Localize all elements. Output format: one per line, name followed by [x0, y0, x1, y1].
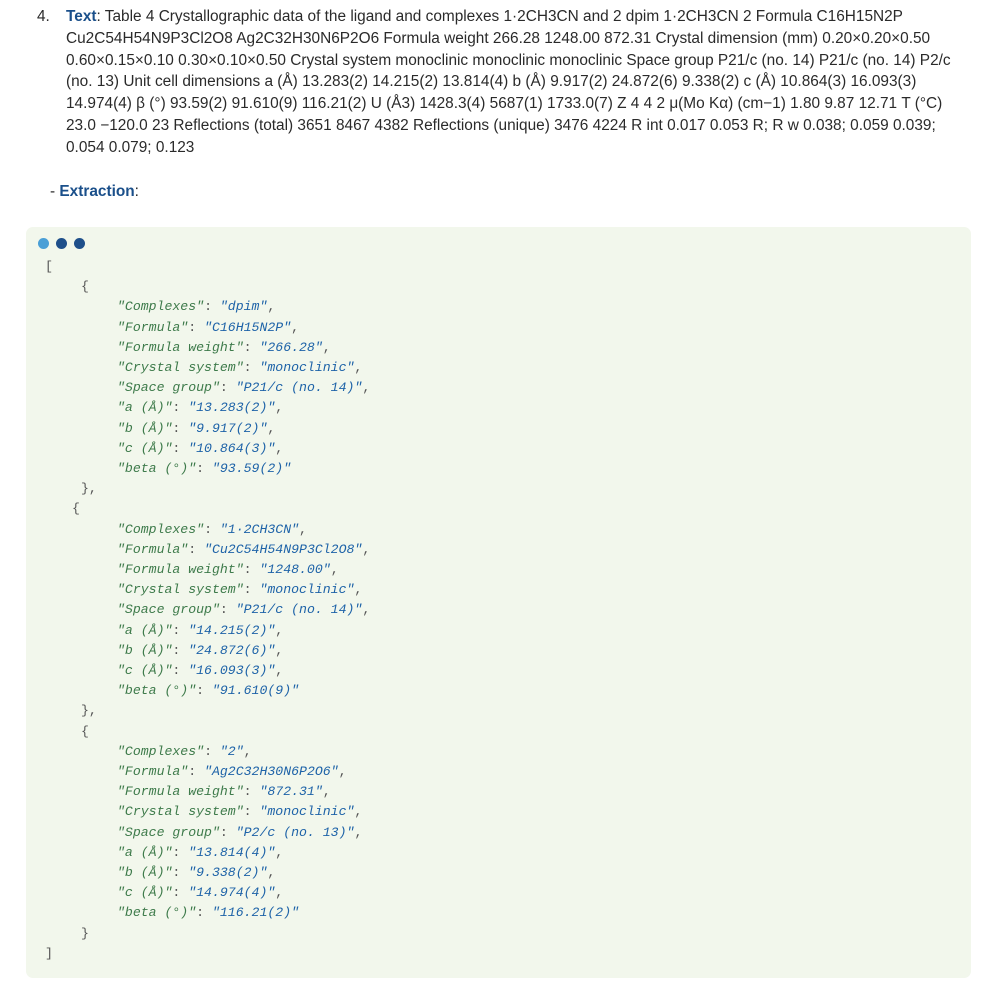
json-value: "1248.00"	[259, 562, 331, 577]
colon: :	[243, 784, 260, 800]
comma: ,	[243, 743, 252, 759]
json-key: "b (Å)"	[117, 420, 173, 436]
json-value: "872.31"	[259, 784, 323, 800]
comma: ,	[362, 541, 371, 557]
json-value: "93.59(2)"	[211, 461, 292, 476]
colon: :	[172, 420, 189, 436]
text-content: : Table 4 Crystallographic data of the ligand and complexes 1·2CH3CN and 2 dpim 1·2CH3CN 2 Formula C16H15N2P Cu2C54H54N9P3Cl2O8 Ag2C32H30N6P2O6 Formula weight 266.28 1248.00 872.31 Crystal dimension (mm) 0.20×0.20×0.50 0.60×0.15×0.10 0.30×0.10×0.50 Crystal system monoclinic monoclinic monoclinic Space group P21/c (no. 14) P21/c (no. 14) P2/c (no. 13) Unit cell dimensions a (Å) 13.283(2) 14.215(2) 13.814(4) b (Å) 9.917(2) 24.872(6) 9.338(2) c (Å) 10.864(3) 16.093(3) 14.974(4) β (°) 93.59(2) 91.610(9) 116.21(2) U (Å3) 1428.3(4) 5687(1) 1733.0(7) Z 4 4 2 μ(Mo Kα) (cm−1) 1.80 9.87 12.71 T (°C) 23.0 −120.0 23 Reflections (total) 3651 8467 4382 Reflections (unique) 3476 4224 R int 0.017 0.053 R; R w 0.038; 0.059 0.039; 0.054 0.079; 0.123	[66, 8, 951, 156]
record-open	[81, 277, 89, 297]
colon: :	[196, 461, 212, 476]
json-value: "24.872(6)"	[188, 642, 276, 658]
json-field	[117, 641, 283, 661]
record-open	[81, 722, 89, 742]
json-key: "Formula"	[117, 764, 189, 779]
comma: ,	[322, 339, 331, 355]
extraction-label: Extraction	[59, 183, 135, 200]
json-key: "a (Å)"	[117, 844, 173, 860]
json-key: "Formula weight"	[117, 784, 244, 800]
json-value: "14.215(2)"	[188, 622, 276, 638]
colon: :	[204, 521, 220, 537]
comma: ,	[267, 299, 276, 315]
json-value: "9.917(2)"	[188, 420, 268, 436]
colon: :	[172, 642, 189, 658]
json-value: "9.338(2)"	[188, 865, 268, 880]
json-field	[117, 580, 362, 600]
list-number: 4.	[37, 8, 50, 25]
colon: :	[243, 562, 260, 577]
colon: :	[243, 804, 260, 820]
json-key: "Formula"	[117, 319, 189, 335]
brace: {	[81, 279, 89, 295]
brace: },	[81, 703, 97, 719]
record-open	[72, 499, 80, 519]
json-value: "14.974(4)"	[188, 885, 276, 901]
json-key: "Space group"	[117, 380, 220, 396]
json-open-bracket	[45, 257, 53, 277]
colon: :	[204, 743, 220, 759]
json-value: "P2/c (no. 13)"	[235, 824, 355, 840]
json-key: "beta (°)"	[117, 905, 197, 921]
colon: :	[172, 400, 189, 416]
json-field	[117, 439, 283, 459]
window-dots	[38, 238, 85, 249]
json-field	[117, 661, 283, 681]
colon: :	[172, 622, 189, 638]
comma: ,	[275, 440, 284, 456]
json-field	[117, 863, 275, 883]
comma: ,	[338, 764, 347, 779]
comma: ,	[275, 400, 284, 416]
record-close	[81, 479, 97, 499]
comma: ,	[362, 380, 371, 396]
json-field	[117, 883, 283, 903]
comma: ,	[275, 844, 284, 860]
dot-icon	[56, 238, 67, 249]
json-field	[117, 621, 283, 641]
comma: ,	[354, 824, 363, 840]
colon: :	[188, 319, 205, 335]
json-value: "monoclinic"	[259, 360, 355, 375]
json-field	[117, 762, 347, 782]
colon: :	[219, 380, 236, 396]
brace: },	[81, 481, 97, 497]
bracket: ]	[45, 945, 53, 961]
colon: :	[243, 339, 260, 355]
json-field	[117, 358, 362, 378]
json-value: "P21/c (no. 14)"	[235, 380, 363, 396]
json-field	[117, 742, 252, 762]
text-label: Text	[66, 8, 97, 25]
json-field	[117, 681, 299, 701]
json-field	[117, 903, 299, 923]
json-value: "13.814(4)"	[188, 844, 276, 860]
json-value: "monoclinic"	[259, 804, 355, 820]
colon: :	[172, 663, 189, 678]
json-key: "c (Å)"	[117, 885, 173, 901]
comma: ,	[275, 642, 284, 658]
json-key: "beta (°)"	[117, 683, 197, 699]
json-key: "Complexes"	[117, 521, 205, 537]
bracket: [	[45, 259, 53, 274]
json-key: "Formula weight"	[117, 562, 244, 577]
json-field	[117, 540, 370, 560]
json-field	[117, 338, 331, 358]
json-value: "C16H15N2P"	[204, 319, 292, 335]
json-value: "P21/c (no. 14)"	[235, 602, 363, 618]
json-value: "116.21(2)"	[211, 905, 300, 921]
comma: ,	[275, 885, 284, 901]
colon: :	[188, 541, 205, 557]
json-field	[117, 398, 283, 418]
json-field	[117, 823, 362, 843]
brace: }	[81, 925, 89, 941]
colon: :	[188, 764, 205, 779]
record-close	[81, 924, 89, 944]
comma: ,	[354, 582, 363, 598]
json-value: "16.093(3)"	[188, 663, 276, 678]
comma: ,	[330, 562, 339, 577]
json-key: "Complexes"	[117, 743, 205, 759]
json-key: "b (Å)"	[117, 865, 173, 880]
json-field	[117, 600, 370, 620]
json-key: "a (Å)"	[117, 400, 173, 416]
json-key: "Formula weight"	[117, 339, 244, 355]
comma: ,	[267, 865, 276, 880]
json-key: "Space group"	[117, 824, 220, 840]
record-close	[81, 701, 97, 721]
colon: :	[196, 905, 212, 921]
json-field	[117, 802, 362, 822]
json-value: "13.283(2)"	[188, 400, 276, 416]
colon: :	[172, 844, 189, 860]
comma: ,	[354, 804, 363, 820]
json-field	[117, 318, 299, 338]
comma: ,	[354, 360, 363, 375]
json-key: "Crystal system"	[117, 582, 244, 598]
colon: :	[204, 299, 220, 315]
dot-icon	[38, 238, 49, 249]
comma: ,	[291, 319, 300, 335]
json-value: "2"	[219, 743, 244, 759]
json-value: "monoclinic"	[259, 582, 355, 598]
json-key: "c (Å)"	[117, 440, 173, 456]
colon: :	[219, 824, 236, 840]
json-key: "c (Å)"	[117, 663, 173, 678]
json-value: "Cu2C54H54N9P3Cl2O8"	[204, 541, 363, 557]
json-field	[117, 297, 275, 317]
colon: :	[172, 885, 189, 901]
colon: :	[172, 865, 189, 880]
comma: ,	[267, 420, 276, 436]
comma: ,	[275, 622, 284, 638]
json-value: "Ag2C32H30N6P2O6"	[204, 764, 339, 779]
json-value: "266.28"	[259, 339, 323, 355]
extraction-suffix: :	[134, 183, 139, 200]
json-value: "10.864(3)"	[188, 440, 276, 456]
comma: ,	[362, 602, 371, 618]
json-value: "dpim"	[219, 299, 268, 315]
json-field	[117, 419, 275, 439]
colon: :	[172, 440, 189, 456]
comma: ,	[299, 521, 307, 537]
comma: ,	[275, 663, 284, 678]
dot-icon	[74, 238, 85, 249]
colon: :	[243, 360, 260, 375]
extraction-heading	[50, 181, 139, 203]
extraction-prefix: -	[50, 183, 60, 200]
json-field	[117, 459, 291, 479]
json-field	[117, 843, 283, 863]
json-field	[117, 782, 331, 802]
colon: :	[243, 582, 260, 598]
json-key: "Crystal system"	[117, 804, 244, 820]
json-key: "Formula"	[117, 541, 189, 557]
comma: ,	[322, 784, 331, 800]
json-value: "91.610(9)"	[211, 683, 300, 699]
brace: {	[81, 723, 89, 739]
json-key: "Space group"	[117, 602, 220, 618]
json-field	[117, 378, 370, 398]
colon: :	[219, 602, 236, 618]
json-close-bracket	[45, 944, 53, 964]
colon: :	[196, 683, 212, 699]
json-key: "a (Å)"	[117, 622, 173, 638]
json-key: "Complexes"	[117, 299, 205, 315]
json-key: "Crystal system"	[117, 360, 244, 375]
list-item-4	[37, 6, 967, 159]
json-field	[117, 520, 307, 540]
json-key: "beta (°)"	[117, 461, 197, 476]
json-value: "1·2CH3CN"	[219, 521, 300, 537]
code-block	[26, 227, 971, 978]
json-key: "b (Å)"	[117, 642, 173, 658]
brace: {	[72, 501, 80, 517]
json-field	[117, 560, 339, 580]
item-body	[37, 6, 967, 159]
